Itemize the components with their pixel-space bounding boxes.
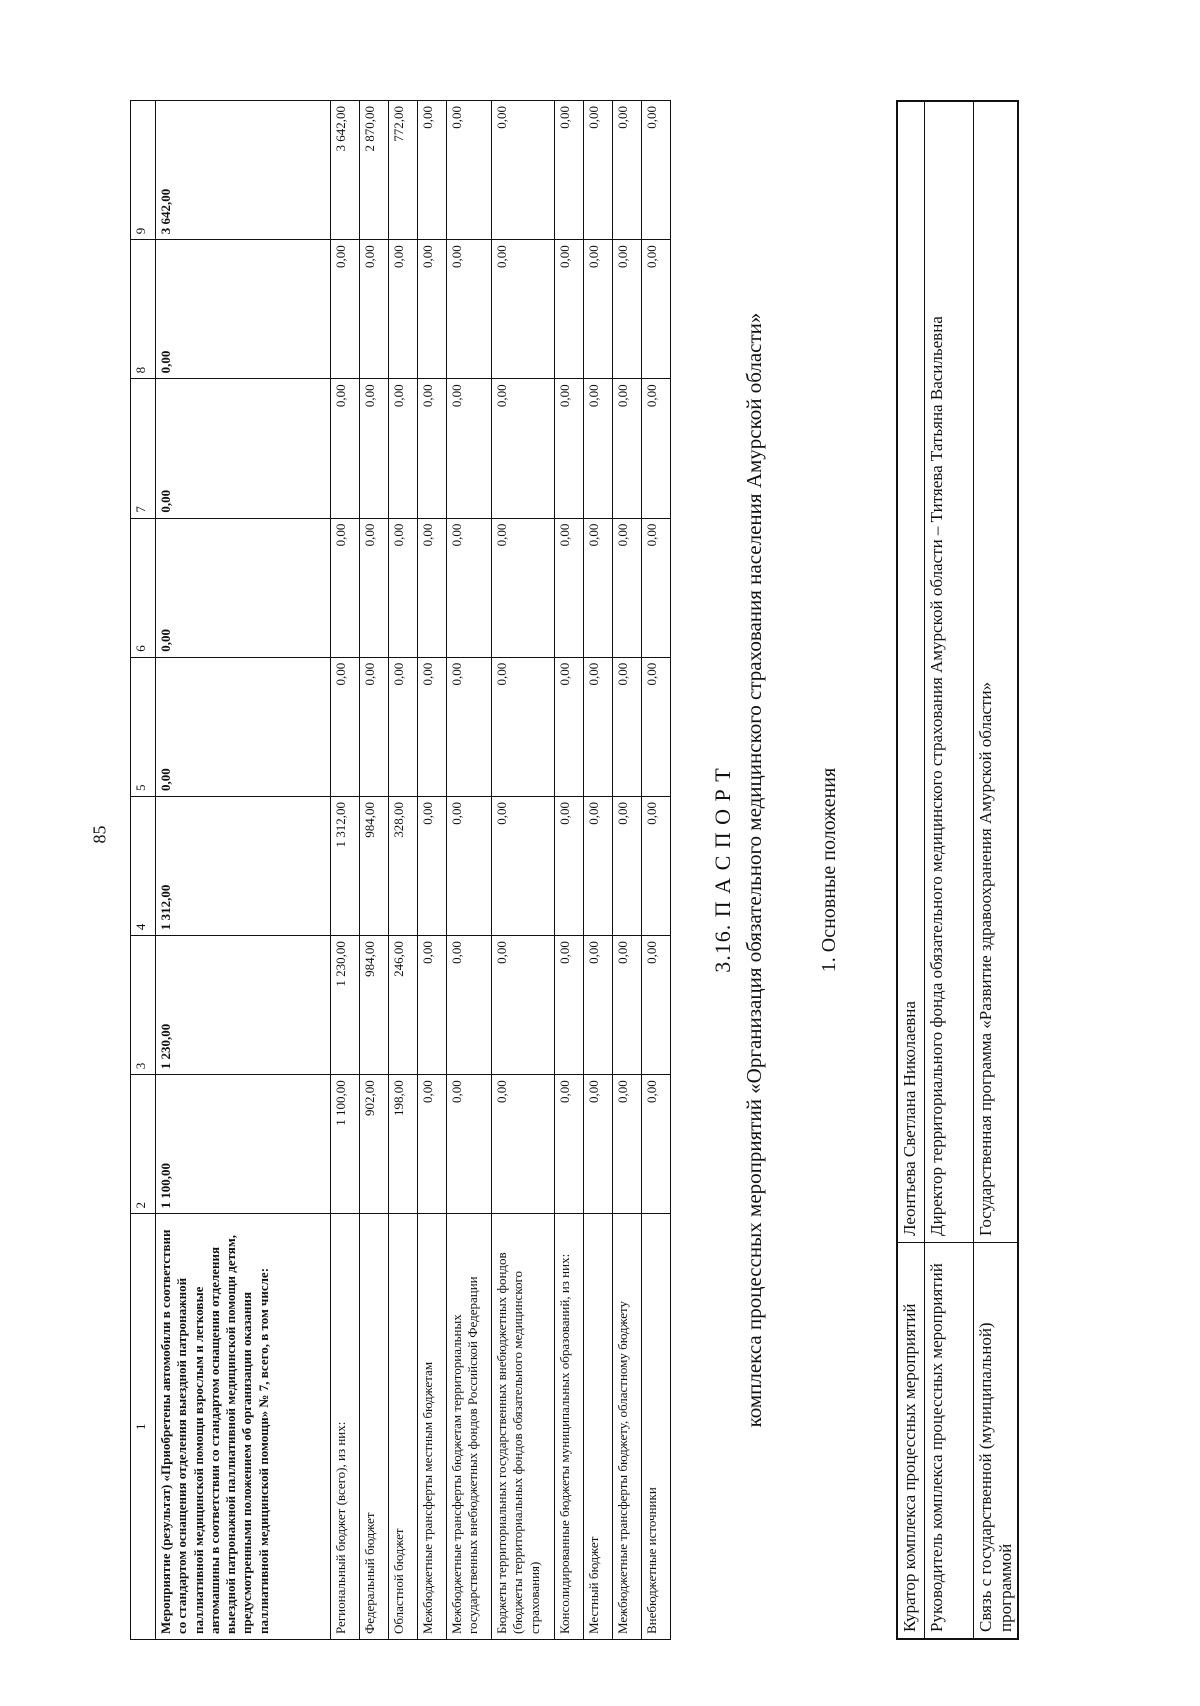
value-cell: 1 100,00 (156, 1075, 331, 1214)
rotated-page-content (130, 100, 1090, 1640)
row-label: Мероприятие (результат) «Приобретены автомобили в соответствии со стандартом оснащения отделения выездной патронажной паллиативной медицинской помощи взрослым и легковые автомашины в соответствии со стандартом оснащения отделения выездной патронажной паллиативной медицинской помощи детям, предусмотренными положением об организации оказания паллиативной медицинской помощи» № 7, всего, в том числе: (156, 1214, 331, 1640)
value-cell: 0,00 (613, 796, 642, 935)
value-cell: 0,00 (156, 518, 331, 657)
value-cell: 246,00 (389, 936, 418, 1075)
value-cell: 3 642,00 (156, 101, 331, 240)
value-cell: 0,00 (360, 657, 389, 796)
value-cell: 0,00 (555, 1075, 584, 1214)
value-cell: 0,00 (584, 796, 613, 935)
value-cell: 0,00 (156, 379, 331, 518)
row-label: Куратор комплекса процессных мероприятий (897, 1243, 925, 1640)
value-cell: 0,00 (584, 1075, 613, 1214)
value-cell: 0,00 (642, 936, 671, 1075)
table-row (613, 101, 642, 1640)
value-cell: 0,00 (447, 101, 492, 240)
table-row (360, 101, 389, 1640)
table-row (418, 101, 447, 1640)
value-cell: 0,00 (613, 379, 642, 518)
value-cell: 902,00 (360, 1075, 389, 1214)
passport-subtitle: комплекса процессных мероприятий «Организация обязательного медицинского страхования населения Амурской области» (742, 312, 766, 1428)
value-cell: 328,00 (389, 796, 418, 935)
value-cell: 0,00 (331, 657, 360, 796)
value-cell: 0,00 (584, 518, 613, 657)
value-cell: 0,00 (156, 657, 331, 796)
column-header: 5 (131, 657, 156, 796)
row-label: Консолидированные бюджеты муниципальных образований, из них: (555, 1214, 584, 1640)
column-header: 2 (131, 1075, 156, 1214)
row-label: Бюджеты территориальных государственных внебюджетных фондов (бюджеты территориальных фондов обязательного медицинского страхования) (492, 1214, 555, 1640)
value-cell: 0,00 (492, 518, 555, 657)
value-cell: 0,00 (584, 936, 613, 1075)
value-cell: 984,00 (360, 796, 389, 935)
value-cell: 0,00 (613, 657, 642, 796)
value-cell: 0,00 (331, 518, 360, 657)
value-cell: 0,00 (613, 1075, 642, 1214)
value-cell: 0,00 (642, 657, 671, 796)
value-cell: 0,00 (418, 101, 447, 240)
value-cell: 0,00 (447, 518, 492, 657)
financing-table (130, 100, 671, 1640)
value-cell: 0,00 (555, 379, 584, 518)
value-cell: 0,00 (418, 657, 447, 796)
value-cell: 0,00 (447, 379, 492, 518)
section-title: 1. Основные положения (818, 767, 840, 973)
table-row (642, 101, 671, 1640)
row-label: Внебюджетные источники (642, 1214, 671, 1640)
value-cell: 1 312,00 (156, 796, 331, 935)
passport-title: 3.16. П А С П О Р Т (710, 767, 735, 973)
row-label: Межбюджетные трансферты бюджету, областному бюджету (613, 1214, 642, 1640)
value-cell: 0,00 (613, 518, 642, 657)
column-header: 7 (131, 379, 156, 518)
value-cell: 0,00 (584, 240, 613, 379)
value-cell: 0,00 (389, 240, 418, 379)
row-label: Межбюджетные трансферты бюджетам территориальных государственных внебюджетных фондов Российской Федерации (447, 1214, 492, 1640)
table-row (555, 101, 584, 1640)
table-row (492, 101, 555, 1640)
table-row (331, 101, 360, 1640)
value-cell: 0,00 (418, 379, 447, 518)
value-cell: 3 642,00 (331, 101, 360, 240)
value-cell: 0,00 (389, 657, 418, 796)
value-cell: 0,00 (418, 936, 447, 1075)
table-row (447, 101, 492, 1640)
value-cell: 0,00 (555, 101, 584, 240)
table-row (389, 101, 418, 1640)
row-label: Местный бюджет (584, 1214, 613, 1640)
financing-table-body (156, 101, 671, 1640)
value-cell: 0,00 (555, 796, 584, 935)
value-cell: 0,00 (360, 240, 389, 379)
value-cell: 0,00 (642, 379, 671, 518)
value-cell: 0,00 (613, 240, 642, 379)
row-value: Леонтьева Светлана Николаевна (897, 101, 925, 1243)
value-cell: 0,00 (492, 379, 555, 518)
value-cell: 1 230,00 (156, 936, 331, 1075)
value-cell: 0,00 (492, 936, 555, 1075)
value-cell: 0,00 (492, 1075, 555, 1214)
value-cell: 0,00 (584, 379, 613, 518)
row-label: Руководитель комплекса процессных мероприятий (925, 1243, 974, 1640)
value-cell: 0,00 (492, 240, 555, 379)
value-cell: 0,00 (360, 379, 389, 518)
value-cell: 0,00 (156, 240, 331, 379)
value-cell: 0,00 (555, 240, 584, 379)
value-cell: 1 312,00 (331, 796, 360, 935)
value-cell: 0,00 (447, 796, 492, 935)
value-cell: 0,00 (642, 101, 671, 240)
value-cell: 0,00 (642, 518, 671, 657)
table-row (897, 101, 925, 1639)
value-cell: 0,00 (613, 101, 642, 240)
column-header: 3 (131, 936, 156, 1075)
row-value: Государственная программа «Развитие здравоохранения Амурской области» (974, 101, 1019, 1243)
column-header: 8 (131, 240, 156, 379)
value-cell: 0,00 (418, 1075, 447, 1214)
basic-provisions-table (896, 100, 1019, 1640)
value-cell: 0,00 (389, 379, 418, 518)
row-label: Межбюджетные трансферты местным бюджетам (418, 1214, 447, 1640)
value-cell: 0,00 (389, 518, 418, 657)
row-label: Региональный бюджет (всего), из них: (331, 1214, 360, 1640)
value-cell: 0,00 (447, 936, 492, 1075)
value-cell: 0,00 (418, 796, 447, 935)
value-cell: 198,00 (389, 1075, 418, 1214)
value-cell: 0,00 (331, 379, 360, 518)
value-cell: 0,00 (447, 240, 492, 379)
value-cell: 1 100,00 (331, 1075, 360, 1214)
row-label: Связь с государственной (муниципальной) программой (974, 1243, 1019, 1640)
value-cell: 0,00 (613, 936, 642, 1075)
value-cell: 772,00 (389, 101, 418, 240)
value-cell: 0,00 (492, 101, 555, 240)
value-cell: 0,00 (642, 1075, 671, 1214)
value-cell: 0,00 (492, 796, 555, 935)
value-cell: 0,00 (584, 101, 613, 240)
row-value: Директор территориального фонда обязательного медицинского страхования Амурской области – Титяева Татьяна Васильевна (925, 101, 974, 1243)
value-cell: 0,00 (360, 518, 389, 657)
table-row (156, 101, 331, 1640)
column-header: 4 (131, 796, 156, 935)
table-header-row (131, 101, 156, 1640)
table-row (584, 101, 613, 1640)
table-row (974, 101, 1019, 1639)
column-header: 6 (131, 518, 156, 657)
value-cell: 0,00 (492, 657, 555, 796)
value-cell: 984,00 (360, 936, 389, 1075)
value-cell: 1 230,00 (331, 936, 360, 1075)
value-cell: 0,00 (555, 518, 584, 657)
row-label: Федеральный бюджет (360, 1214, 389, 1640)
column-header: 9 (131, 101, 156, 240)
column-header: 1 (131, 1214, 156, 1640)
value-cell: 0,00 (555, 936, 584, 1075)
value-cell: 0,00 (418, 518, 447, 657)
value-cell: 0,00 (642, 796, 671, 935)
value-cell: 0,00 (584, 657, 613, 796)
value-cell: 0,00 (555, 657, 584, 796)
row-label: Областной бюджет (389, 1214, 418, 1640)
value-cell: 0,00 (331, 240, 360, 379)
value-cell: 0,00 (447, 657, 492, 796)
value-cell: 0,00 (642, 240, 671, 379)
table-row (925, 101, 974, 1639)
value-cell: 2 870,00 (360, 101, 389, 240)
page-number: 85 (89, 825, 110, 844)
value-cell: 0,00 (418, 240, 447, 379)
value-cell: 0,00 (447, 1075, 492, 1214)
